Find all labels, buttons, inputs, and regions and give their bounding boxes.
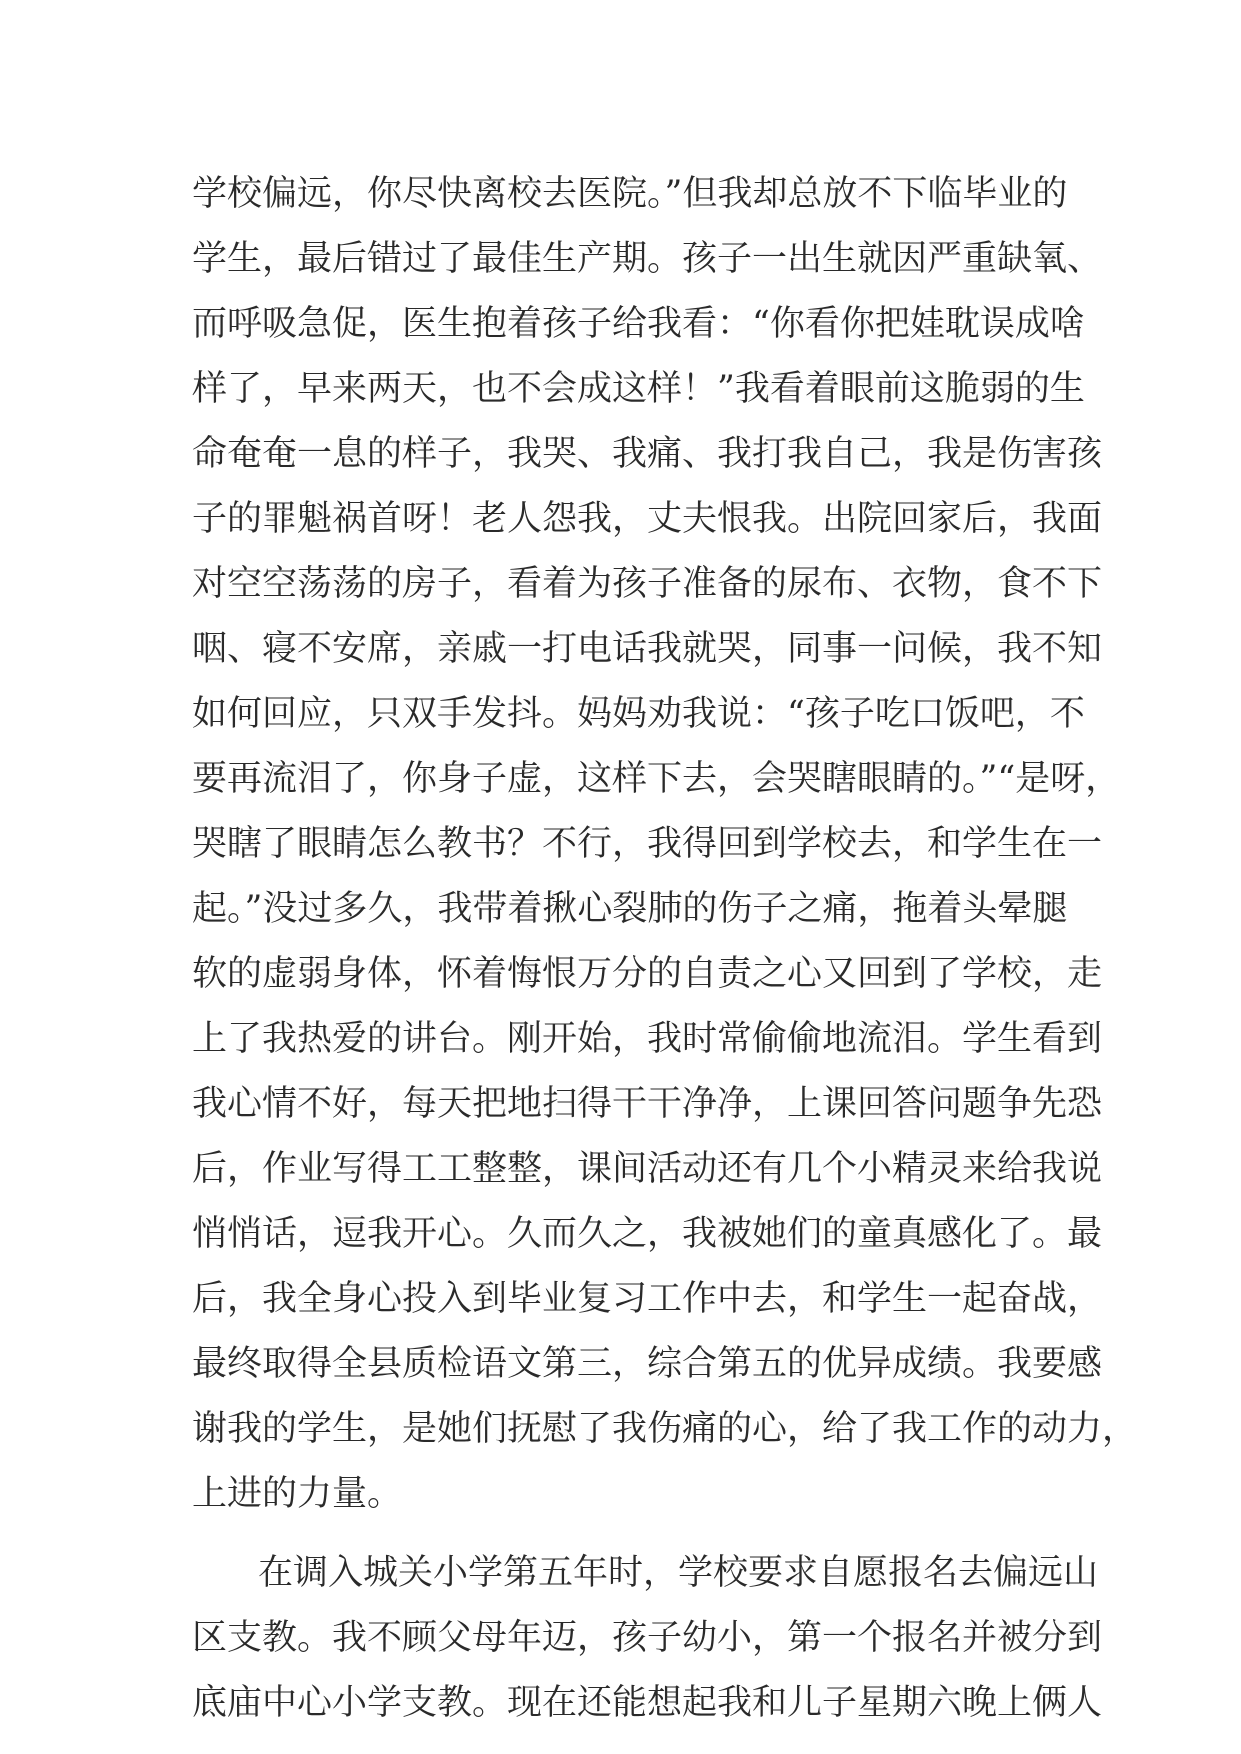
text-line: 谢我的学生，是她们抚慰了我伤痛的心，给了我工作的动力， xyxy=(192,1409,1138,1449)
text-line: 要再流泪了，你身子虚，这样下去，会哭瞎眼睛的。”“是呀， xyxy=(192,759,1121,799)
text-line: 学生，最后错过了最佳生产期。孩子一出生就因严重缺氧、 xyxy=(192,239,1103,279)
text-line: 后，我全身心投入到毕业复习工作中去，和学生一起奋战， xyxy=(192,1279,1103,1319)
text-line: 软的虚弱身体，怀着悔恨万分的自责之心又回到了学校，走 xyxy=(192,954,1103,994)
text-line: 子的罪魁祸首呀！老人怨我，丈夫恨我。出院回家后，我面 xyxy=(192,499,1103,539)
text-line: 对空空荡荡的房子，看着为孩子准备的尿布、衣物，食不下 xyxy=(192,564,1103,604)
text-line: 悄悄话，逗我开心。久而久之，我被她们的童真感化了。最 xyxy=(192,1214,1103,1254)
text-line: 样了，早来两天，也不会成这样！”我看着眼前这脆弱的生 xyxy=(192,369,1085,409)
text-line: 上进的力量。 xyxy=(192,1474,403,1514)
text-line: 哭瞎了眼睛怎么教书？不行，我得回到学校去，和学生在一 xyxy=(192,824,1103,864)
text-line: 后，作业写得工工整整，课间活动还有几个小精灵来给我说 xyxy=(192,1149,1103,1189)
text-line: 底庙中心小学支教。现在还能想起我和儿子星期六晚上俩人 xyxy=(192,1683,1103,1723)
text-line: 起。”没过多久，我带着揪心裂肺的伤子之痛，拖着头晕腿 xyxy=(192,889,1068,929)
text-line: 最终取得全县质检语文第三，综合第五的优异成绩。我要感 xyxy=(192,1344,1103,1384)
paragraph-first-line: 在调入城关小学第五年时，学校要求自愿报名去偏远山 xyxy=(258,1553,1099,1593)
text-line: 区支教。我不顾父母年迈，孩子幼小，第一个报名并被分到 xyxy=(192,1618,1103,1658)
text-line: 如何回应，只双手发抖。妈妈劝我说：“孩子吃口饭吧，不 xyxy=(192,694,1085,734)
text-line: 学校偏远，你尽快离校去医院。”但我却总放不下临毕业的 xyxy=(192,174,1068,214)
text-line: 我心情不好，每天把地扫得干干净净，上课回答问题争先恐 xyxy=(192,1084,1103,1124)
text-line: 命奄奄一息的样子，我哭、我痛、我打我自己，我是伤害孩 xyxy=(192,434,1103,474)
text-line: 咽、寝不安席，亲戚一打电话我就哭，同事一问候，我不知 xyxy=(192,629,1103,669)
text-line: 而呼吸急促，医生抱着孩子给我看：“你看你把娃耽误成啥 xyxy=(192,304,1085,344)
text-line: 上了我热爱的讲台。刚开始，我时常偷偷地流泪。学生看到 xyxy=(192,1019,1103,1059)
body-text xyxy=(192,162,1138,1736)
